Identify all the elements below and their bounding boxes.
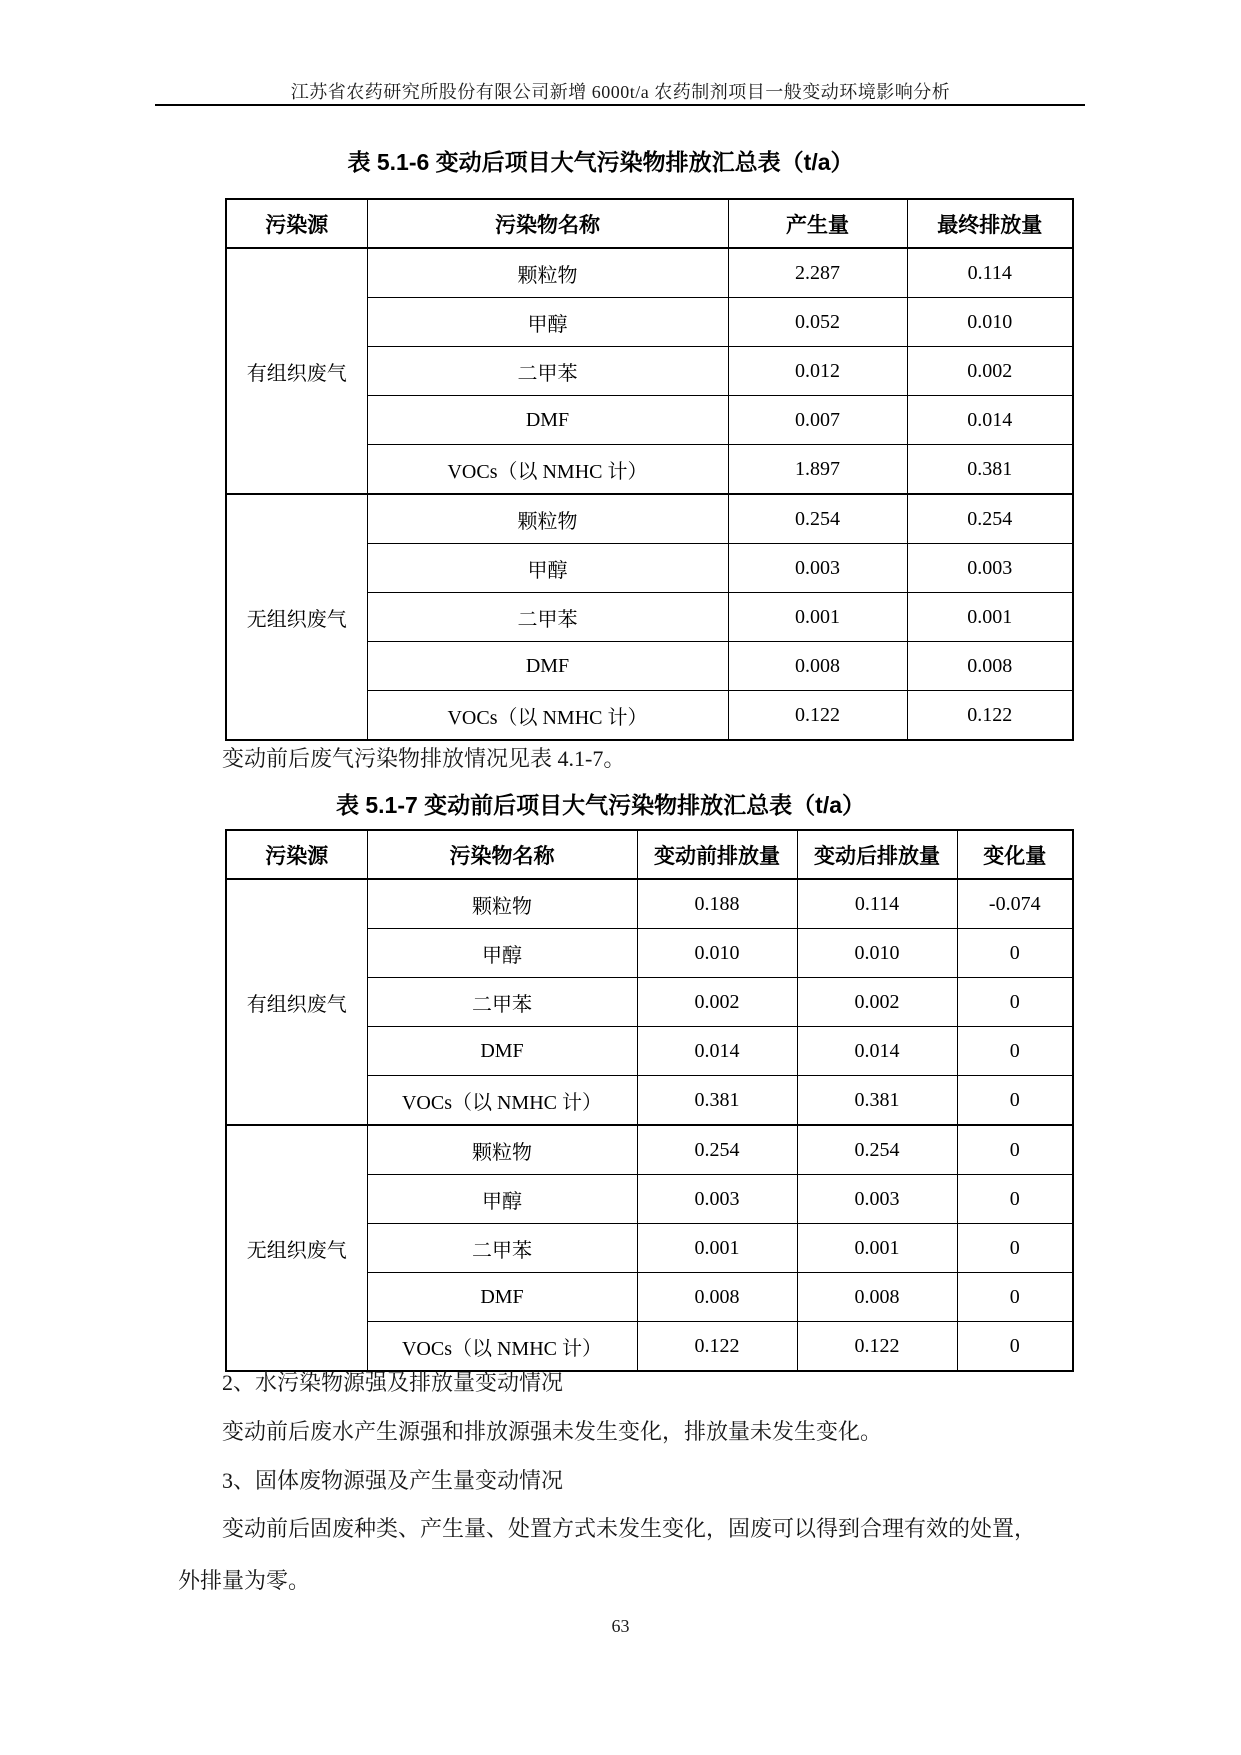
value-cell: 0: [957, 1273, 1073, 1322]
column-header: 变动后排放量: [797, 830, 957, 879]
value-cell: 0.381: [907, 445, 1073, 495]
note-paragraph: 变动前后废气污染物排放情况见表 4.1-7。: [222, 746, 626, 771]
value-cell: -0.074: [957, 879, 1073, 929]
document-header-title: 江苏省农药研究所股份有限公司新增 6000t/a 农药制剂项目一般变动环境影响分析: [290, 82, 951, 102]
value-cell: 0.254: [797, 1125, 957, 1175]
value-cell: 0.188: [637, 879, 797, 929]
value-cell: 0.001: [637, 1224, 797, 1273]
value-cell: 0.010: [907, 298, 1073, 347]
column-header: 最终排放量: [907, 199, 1073, 248]
value-cell: 0.001: [907, 593, 1073, 642]
pollutant-name-cell: VOCs（以 NMHC 计）: [367, 445, 728, 495]
pollutant-name-cell: 颗粒物: [367, 494, 728, 544]
value-cell: 0.052: [728, 298, 907, 347]
pollutant-name-cell: DMF: [367, 396, 728, 445]
value-cell: 0.014: [637, 1027, 797, 1076]
value-cell: 0.008: [728, 642, 907, 691]
value-cell: 0.002: [637, 978, 797, 1027]
pollution-source-cell: 无组织废气: [226, 494, 367, 740]
pollutant-name-cell: 甲醇: [367, 929, 637, 978]
value-cell: 0.010: [637, 929, 797, 978]
value-cell: 0.122: [637, 1322, 797, 1372]
value-cell: 0.002: [797, 978, 957, 1027]
pollutant-name-cell: VOCs（以 NMHC 计）: [367, 1076, 637, 1126]
pollutant-name-cell: DMF: [367, 642, 728, 691]
value-cell: 0: [957, 1027, 1073, 1076]
value-cell: 0: [957, 978, 1073, 1027]
column-header: 变化量: [957, 830, 1073, 879]
pollutant-name-cell: 二甲苯: [367, 1224, 637, 1273]
column-header: 污染源: [226, 199, 367, 248]
value-cell: 0: [957, 1125, 1073, 1175]
value-cell: 0.001: [728, 593, 907, 642]
value-cell: 0.010: [797, 929, 957, 978]
value-cell: 0.254: [907, 494, 1073, 544]
value-cell: 0.122: [728, 691, 907, 741]
table-row: [226, 879, 1073, 929]
value-cell: 0: [957, 1175, 1073, 1224]
value-cell: 0.014: [797, 1027, 957, 1076]
pollution-source-cell: 有组织废气: [226, 879, 367, 1125]
value-cell: 0: [957, 1224, 1073, 1273]
value-cell: 0.012: [728, 347, 907, 396]
pollutant-name-cell: 颗粒物: [367, 1125, 637, 1175]
table-5-1-6-title: 表 5.1-6 变动后项目大气污染物排放汇总表（t/a）: [347, 149, 854, 175]
value-cell: 1.897: [728, 445, 907, 495]
paragraph-solid-waste-body-line2: 外排量为零。: [178, 1568, 311, 1593]
value-cell: 0.014: [907, 396, 1073, 445]
table-header-row: [226, 830, 1073, 879]
pollutant-name-cell: 颗粒物: [367, 248, 728, 298]
value-cell: 0.114: [797, 879, 957, 929]
value-cell: 2.287: [728, 248, 907, 298]
paragraph-solid-waste-body-line1: 变动前后固废种类、产生量、处置方式未发生变化，固废可以得到合理有效的处置，: [222, 1516, 1037, 1541]
pollutant-name-cell: 二甲苯: [367, 593, 728, 642]
column-header: 变动前排放量: [637, 830, 797, 879]
table-row: [226, 248, 1073, 298]
pollutant-name-cell: 甲醇: [367, 298, 728, 347]
value-cell: 0.002: [907, 347, 1073, 396]
value-cell: 0.003: [907, 544, 1073, 593]
paragraph-water-pollutant-body: 变动前后废水产生源强和排放源强未发生变化，排放量未发生变化。: [222, 1419, 883, 1444]
value-cell: 0.007: [728, 396, 907, 445]
value-cell: 0: [957, 1076, 1073, 1126]
pollutant-name-cell: 二甲苯: [367, 347, 728, 396]
column-header: 污染物名称: [367, 830, 637, 879]
value-cell: 0.254: [637, 1125, 797, 1175]
value-cell: 0.122: [797, 1322, 957, 1372]
value-cell: 0.001: [797, 1224, 957, 1273]
table-row: [226, 494, 1073, 544]
paragraph-solid-waste-heading: 3、固体废物源强及产生量变动情况: [222, 1468, 564, 1493]
table-5-1-7-title: 表 5.1-7 变动前后项目大气污染物排放汇总表（t/a）: [335, 792, 866, 818]
pollutant-name-cell: 甲醇: [367, 1175, 637, 1224]
page-number: 63: [611, 1616, 630, 1636]
value-cell: 0.003: [797, 1175, 957, 1224]
value-cell: 0.003: [728, 544, 907, 593]
table-header-row: [226, 199, 1073, 248]
pollutant-name-cell: VOCs（以 NMHC 计）: [367, 1322, 637, 1372]
column-header: 污染物名称: [367, 199, 728, 248]
value-cell: 0.381: [637, 1076, 797, 1126]
value-cell: 0.008: [637, 1273, 797, 1322]
pollutant-name-cell: DMF: [367, 1027, 637, 1076]
value-cell: 0.122: [907, 691, 1073, 741]
value-cell: 0.003: [637, 1175, 797, 1224]
value-cell: 0.008: [797, 1273, 957, 1322]
pollution-source-cell: 无组织废气: [226, 1125, 367, 1371]
column-header: 污染源: [226, 830, 367, 879]
value-cell: 0.381: [797, 1076, 957, 1126]
value-cell: 0: [957, 1322, 1073, 1372]
table-5-1-7-emission-comparison-before-after: [225, 829, 1074, 1372]
pollutant-name-cell: 颗粒物: [367, 879, 637, 929]
value-cell: 0.114: [907, 248, 1073, 298]
value-cell: 0.254: [728, 494, 907, 544]
column-header: 产生量: [728, 199, 907, 248]
header-rule: [155, 104, 1085, 106]
pollutant-name-cell: VOCs（以 NMHC 计）: [367, 691, 728, 741]
table-5-1-6-emission-summary-after-change: [225, 198, 1074, 741]
table-row: [226, 1125, 1073, 1175]
pollutant-name-cell: 甲醇: [367, 544, 728, 593]
pollutant-name-cell: DMF: [367, 1273, 637, 1322]
value-cell: 0.008: [907, 642, 1073, 691]
paragraph-water-pollutant-heading: 2、水污染物源强及排放量变动情况: [222, 1370, 564, 1395]
pollution-source-cell: 有组织废气: [226, 248, 367, 494]
value-cell: 0: [957, 929, 1073, 978]
pollutant-name-cell: 二甲苯: [367, 978, 637, 1027]
